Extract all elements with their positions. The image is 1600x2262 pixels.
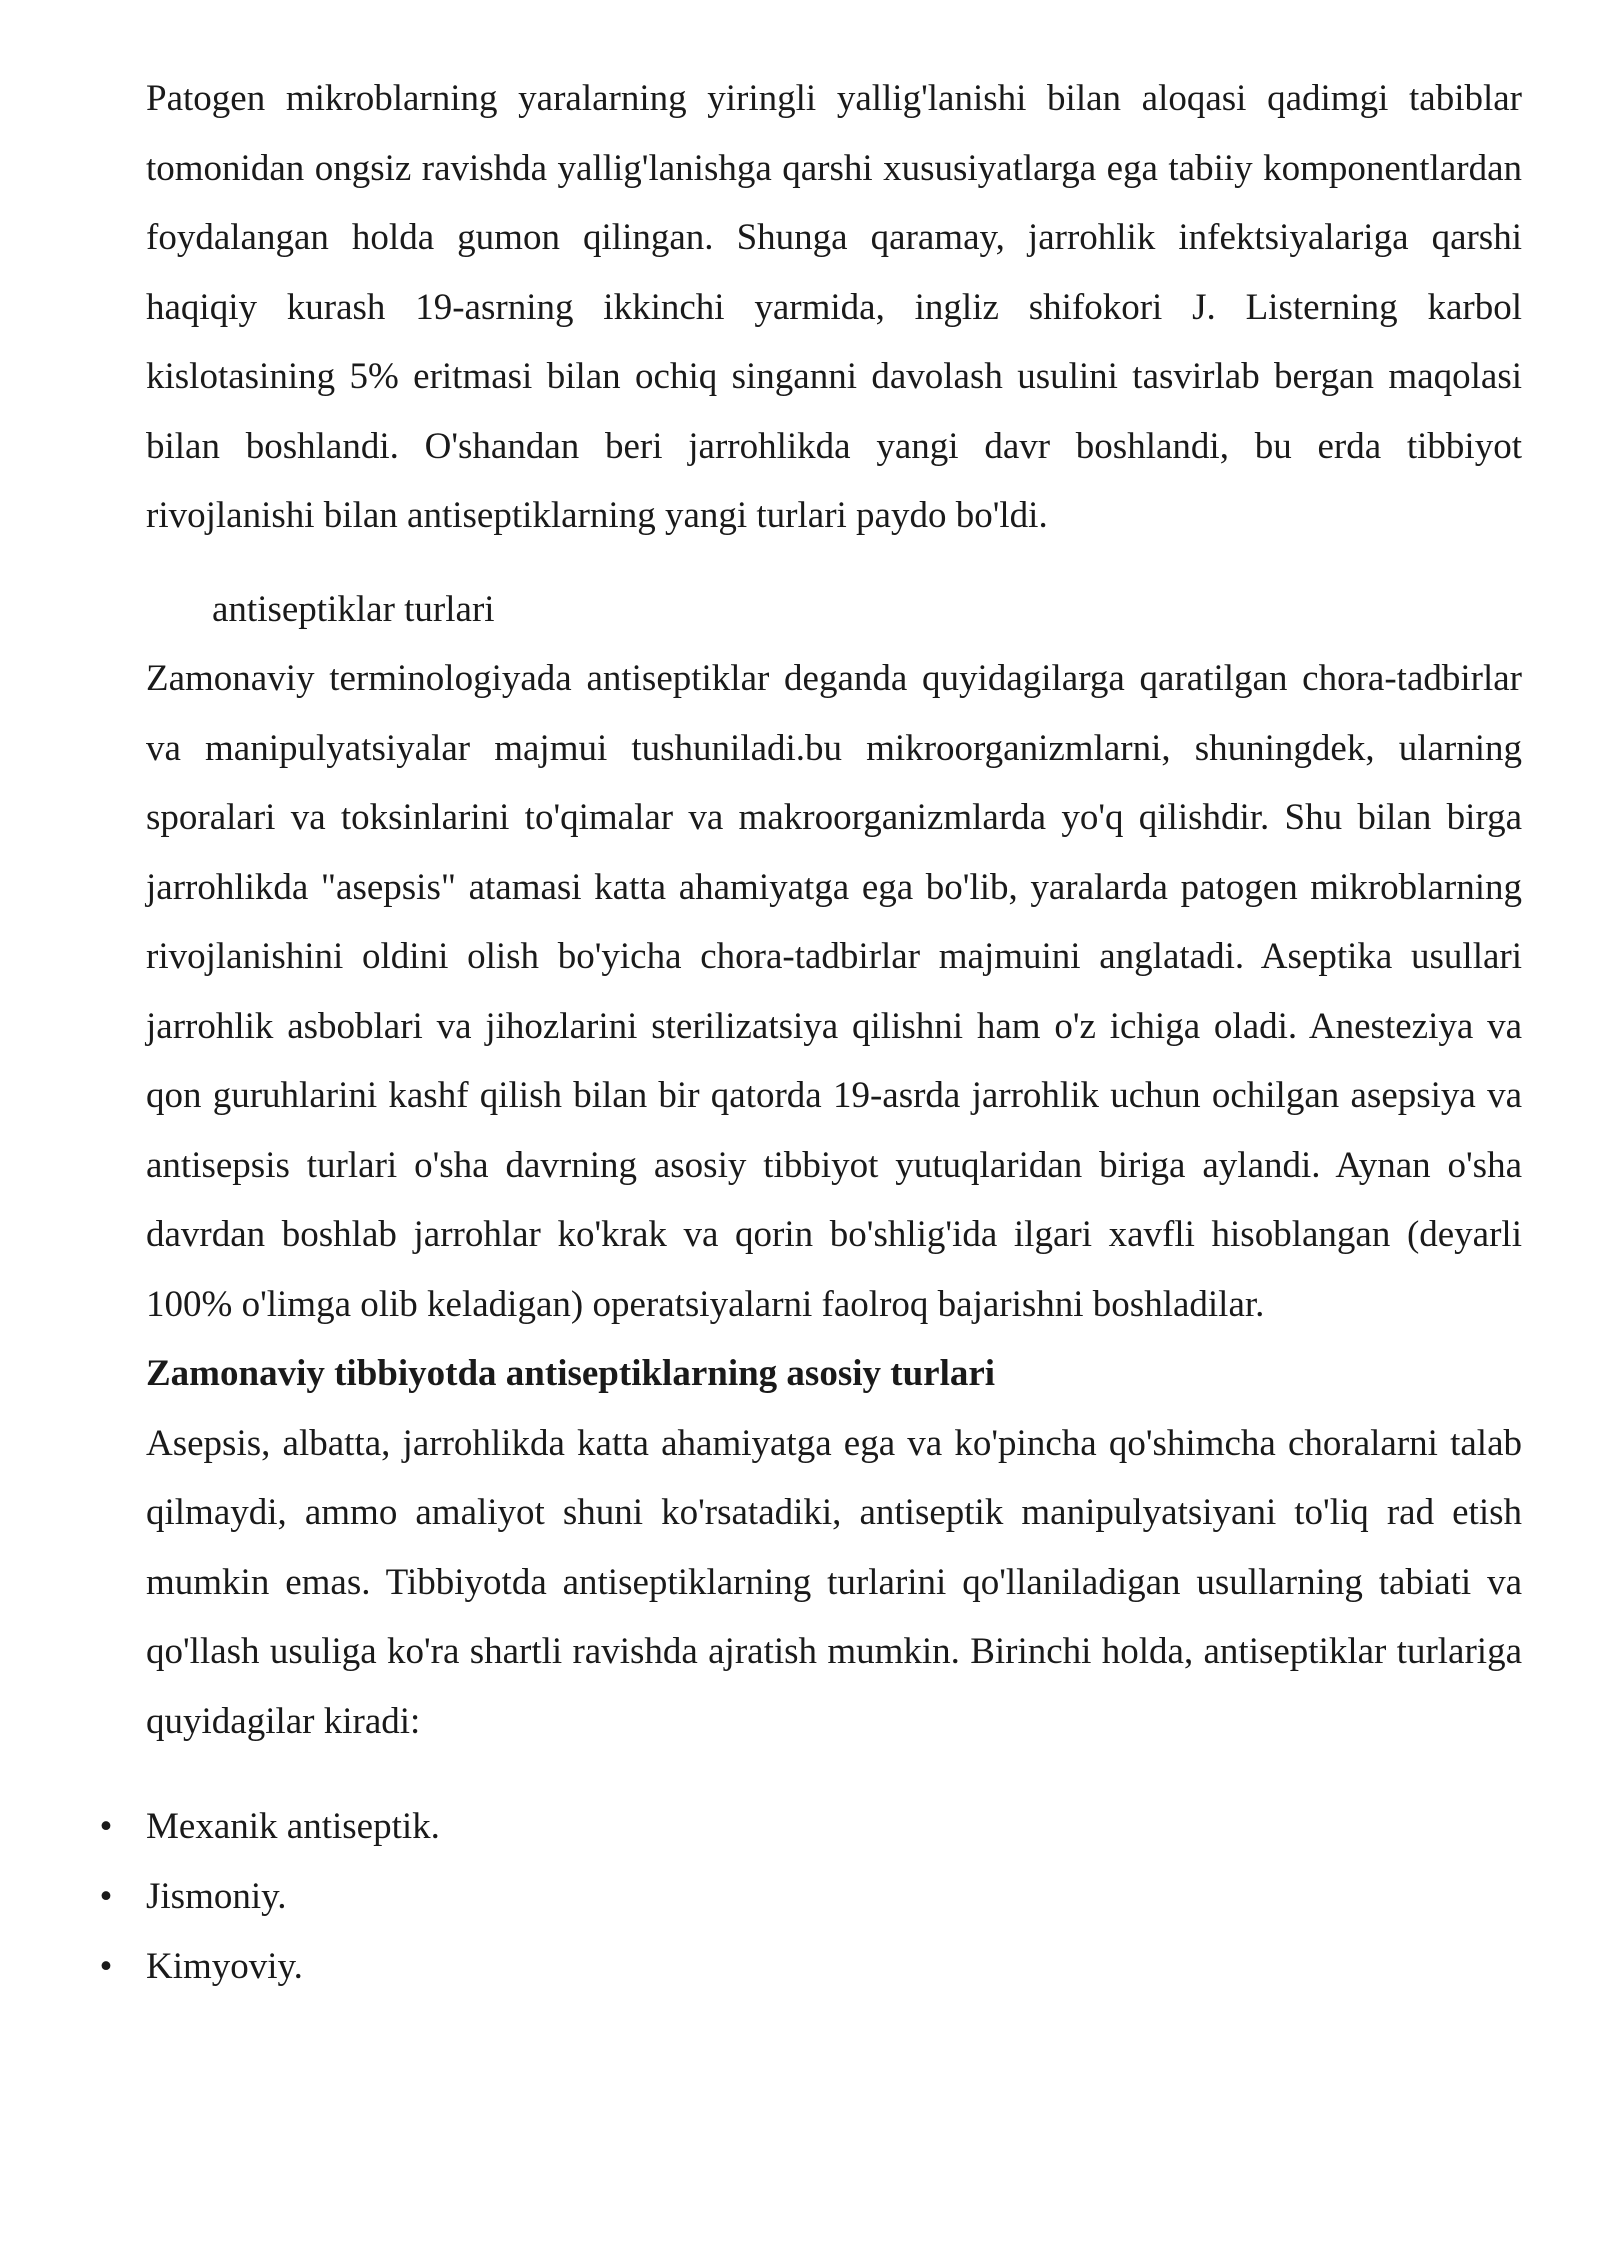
definition-paragraph: Zamonaviy terminologiyada antiseptiklar deganda quyidagilarga qaratilgan chora-tadbirlar va manipulyatsiyalar majmui tushuniladi.bu mikroorganizmlarni, shuningdek, ularning sporalari va toksinlarini to'qimalar va makroorganizmlarda yo'q qilishdir. Shu bilan birga jarrohlikda "asepsis" atamasi katta ahamiyatga ega bo'lib, yaralarda patogen mikroblarning rivojlanishini oldini olish bo'yicha chora-tadbirlar majmuini anglatadi. Aseptika usullari jarrohlik asboblari va jihozlarini sterilizatsiya qilishni ham o'z ichiga oladi. Anesteziya va qon guruhlarini kashf qilish bilan bir qatorda 19-asrda jarrohlik uchun ochilgan asepsiya va antisepsis turlari o'sha davrning asosiy tibbiyot yutuqlaridan biriga aylandi. Aynan o'sha davrdan boshlab jarrohlar ko'krak va qorin bo'shlig'ida ilgari xavfli hisoblangan (deyarli 100% o'limga olib keladigan) operatsiyalarni faolroq bajarishni boshladilar. xyxy=(146,658,1522,1325)
list-item-text: Jismoniy. xyxy=(146,1876,287,1917)
list-item-text: Kimyoviy. xyxy=(146,1946,303,1987)
antiseptic-types-list xyxy=(99,1792,1522,2002)
list-item xyxy=(99,1862,1522,1932)
types-paragraph: Asepsis, albatta, jarrohlikda katta ahamiyatga ega va ko'pincha qo'shimcha choralarni talab qilmaydi, ammo amaliyot shuni ko'rsatadiki, antiseptik manipulyatsiyani to'liq rad etish mumkin emas. Tibbiyotda antiseptiklarning turlarini qo'llaniladigan usullarning tabiati va qo'llash usuliga ko'ra shartli ravishda ajratish mumkin. Birinchi holda, antiseptiklar turlariga quyidagilar kiradi: xyxy=(146,1422,1522,1742)
bullet-icon: • xyxy=(99,1806,113,1847)
document-page xyxy=(99,64,1522,2002)
list-item xyxy=(99,1792,1522,1862)
bullet-icon: • xyxy=(99,1876,113,1917)
section-heading: Zamonaviy tibbiyotda antiseptiklarning asosiy turlari xyxy=(146,1353,996,1394)
list-item-text: Mexanik antiseptik. xyxy=(146,1806,440,1847)
bullet-icon: • xyxy=(99,1946,113,1987)
subheading: antiseptiklar turlari xyxy=(212,588,495,630)
list-item xyxy=(99,1932,1522,2002)
intro-paragraph: Patogen mikroblarning yaralarning yiringli yallig'lanishi bilan aloqasi qadimgi tabiblar tomonidan ongsiz ravishda yallig'lanishga qarshi xususiyatlarga ega tabiiy komponentlardan foydalangan holda gumon qilingan. Shunga qaramay, jarrohlik infektsiyalariga qarshi haqiqiy kurash 19-asrning ikkinchi yarmida, ingliz shifokori J. Listerning karbol kislotasining 5% eritmasi bilan ochiq singanni davolash usulini tasvirlab bergan maqolasi bilan boshlandi. O'shandan beri jarrohlikda yangi davr boshlandi, bu erda tibbiyot rivojlanishi bilan antiseptiklarning yangi turlari paydo bo'ldi. xyxy=(146,78,1522,536)
